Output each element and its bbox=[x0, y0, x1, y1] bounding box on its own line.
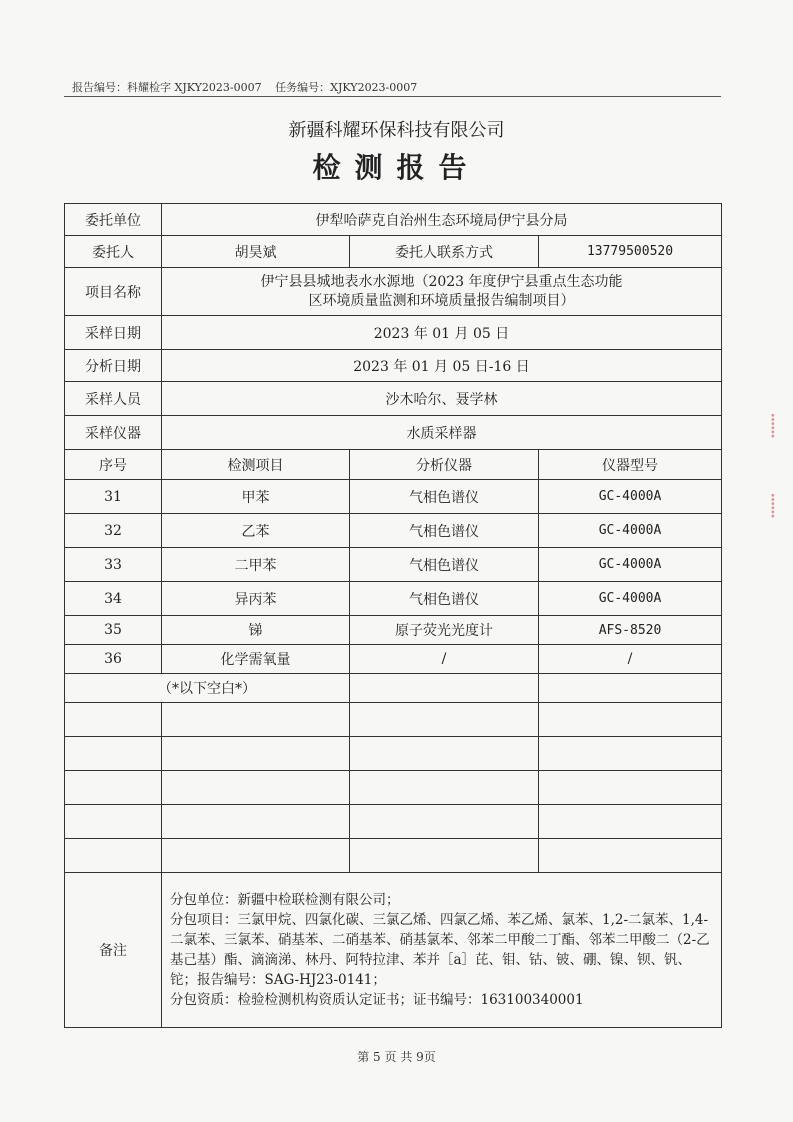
row-model: GC-4000A bbox=[539, 480, 722, 514]
empty-row bbox=[65, 805, 722, 839]
project-row bbox=[65, 268, 722, 316]
table-row bbox=[65, 514, 722, 548]
table-row bbox=[65, 645, 722, 674]
row-model: GC-4000A bbox=[539, 514, 722, 548]
empty-row bbox=[65, 771, 722, 805]
table-row bbox=[65, 616, 722, 645]
client-value: 伊犁哈萨克自治州生态环境局伊宁县分局 bbox=[162, 204, 722, 236]
empty-cell bbox=[539, 703, 722, 737]
seal-stamp-fragment: ⸽ bbox=[770, 494, 776, 519]
row-item: 化学需氧量 bbox=[162, 645, 350, 674]
empty-cell bbox=[162, 771, 350, 805]
empty-cell bbox=[350, 805, 539, 839]
project-line-1: 伊宁县县城地表水水源地（2023 年度伊宁县重点生态功能 bbox=[260, 273, 623, 290]
empty-cell bbox=[65, 805, 162, 839]
empty-row bbox=[65, 839, 722, 873]
empty-cell bbox=[65, 703, 162, 737]
table-row bbox=[65, 480, 722, 514]
row-item: 甲苯 bbox=[162, 480, 350, 514]
sampler-value: 沙木哈尔、聂学林 bbox=[162, 382, 722, 416]
empty-row bbox=[65, 703, 722, 737]
header-index: 序号 bbox=[65, 450, 162, 480]
empty-cell bbox=[350, 703, 539, 737]
report-number: 报告编号：科耀检字 XJKY2023-0007 bbox=[72, 81, 262, 94]
company-name: 新疆科耀环保科技有限公司 bbox=[288, 120, 505, 141]
empty-cell bbox=[162, 805, 350, 839]
remarks-line-3: 分包资质：检验检测机构资质认定证书；证书编号：163100340001 bbox=[170, 992, 584, 1008]
row-index: 35 bbox=[65, 616, 162, 645]
remarks-line-1: 分包单位：新疆中检联检测有限公司； bbox=[170, 892, 400, 908]
remarks-content bbox=[162, 873, 722, 1028]
items-header-row bbox=[65, 450, 722, 480]
empty-cell bbox=[350, 771, 539, 805]
row-index: 32 bbox=[65, 514, 162, 548]
empty-row bbox=[65, 737, 722, 771]
row-index: 31 bbox=[65, 480, 162, 514]
contact-row bbox=[65, 236, 722, 268]
empty-cell bbox=[539, 805, 722, 839]
sampler-row bbox=[65, 382, 722, 416]
row-instrument: / bbox=[350, 645, 539, 674]
row-item: 异丙苯 bbox=[162, 582, 350, 616]
row-instrument: 气相色谱仪 bbox=[350, 548, 539, 582]
report-title: 检测报告 bbox=[312, 151, 481, 184]
row-model: GC-4000A bbox=[539, 582, 722, 616]
empty-cell bbox=[162, 703, 350, 737]
page-number: 第 5 页 共 9页 bbox=[357, 1050, 436, 1064]
sampling-date-row bbox=[65, 316, 722, 350]
analysis-date-label: 分析日期 bbox=[65, 350, 162, 382]
row-item: 乙苯 bbox=[162, 514, 350, 548]
header-divider bbox=[64, 96, 721, 97]
row-instrument: 气相色谱仪 bbox=[350, 514, 539, 548]
contact-method-value: 13779500520 bbox=[539, 236, 722, 268]
project-value bbox=[162, 268, 722, 316]
empty-cell bbox=[539, 674, 722, 703]
sampling-date-label: 采样日期 bbox=[65, 316, 162, 350]
project-line-2: 区环境质量监测和环境质量报告编制项目） bbox=[308, 292, 575, 309]
sampling-date-value: 2023 年 01 月 05 日 bbox=[162, 316, 722, 350]
row-model: GC-4000A bbox=[539, 548, 722, 582]
header-item: 检测项目 bbox=[162, 450, 350, 480]
row-index: 33 bbox=[65, 548, 162, 582]
client-label: 委托单位 bbox=[65, 204, 162, 236]
header-instrument: 分析仪器 bbox=[350, 450, 539, 480]
empty-cell bbox=[162, 839, 350, 873]
empty-cell bbox=[350, 674, 539, 703]
empty-cell bbox=[539, 839, 722, 873]
remarks-label: 备注 bbox=[65, 873, 162, 1028]
empty-cell bbox=[539, 771, 722, 805]
row-index: 34 bbox=[65, 582, 162, 616]
seal-stamp-fragment: ⸽ bbox=[770, 414, 776, 439]
row-model: AFS-8520 bbox=[539, 616, 722, 645]
analysis-date-value: 2023 年 01 月 05 日-16 日 bbox=[162, 350, 722, 382]
report-header bbox=[72, 79, 427, 95]
row-item: 二甲苯 bbox=[162, 548, 350, 582]
report-table bbox=[64, 203, 722, 1028]
empty-cell bbox=[65, 839, 162, 873]
blank-note: （*以下空白*） bbox=[65, 674, 350, 703]
instrument-row bbox=[65, 416, 722, 450]
contact-method-label: 委托人联系方式 bbox=[350, 236, 539, 268]
row-instrument: 原子荧光光度计 bbox=[350, 616, 539, 645]
row-index: 36 bbox=[65, 645, 162, 674]
contact-person-value: 胡昊斌 bbox=[162, 236, 350, 268]
header-model: 仪器型号 bbox=[539, 450, 722, 480]
table-row bbox=[65, 582, 722, 616]
task-number: 任务编号：XJKY2023-0007 bbox=[275, 81, 418, 94]
empty-cell bbox=[539, 737, 722, 771]
contact-person-label: 委托人 bbox=[65, 236, 162, 268]
row-item: 锑 bbox=[162, 616, 350, 645]
empty-cell bbox=[65, 771, 162, 805]
empty-cell bbox=[350, 737, 539, 771]
client-row bbox=[65, 204, 722, 236]
empty-cell bbox=[65, 737, 162, 771]
empty-cell bbox=[162, 737, 350, 771]
analysis-date-row bbox=[65, 350, 722, 382]
remarks-row bbox=[65, 873, 722, 1028]
blank-note-row bbox=[65, 674, 722, 703]
row-model: / bbox=[539, 645, 722, 674]
instrument-label: 采样仪器 bbox=[65, 416, 162, 450]
instrument-value: 水质采样器 bbox=[162, 416, 722, 450]
row-instrument: 气相色谱仪 bbox=[350, 582, 539, 616]
sampler-label: 采样人员 bbox=[65, 382, 162, 416]
empty-cell bbox=[350, 839, 539, 873]
remarks-line-2: 分包项目：三氯甲烷、四氯化碳、三氯乙烯、四氯乙烯、苯乙烯、氯苯、1,2-二氯苯、1,4-二氯苯、三氯苯、硝基苯、二硝基苯、硝基氯苯、邻苯二甲酸二丁酯、邻苯二甲酸二（2-乙基己基）酯、滴滴涕、林丹、阿特拉津、苯并［a］芘、钼、钴、铍、硼、镍、钡、钒、铊；报告编号：SAG-HJ23-0141； bbox=[170, 912, 710, 988]
project-label: 项目名称 bbox=[65, 268, 162, 316]
table-row bbox=[65, 548, 722, 582]
row-instrument: 气相色谱仪 bbox=[350, 480, 539, 514]
